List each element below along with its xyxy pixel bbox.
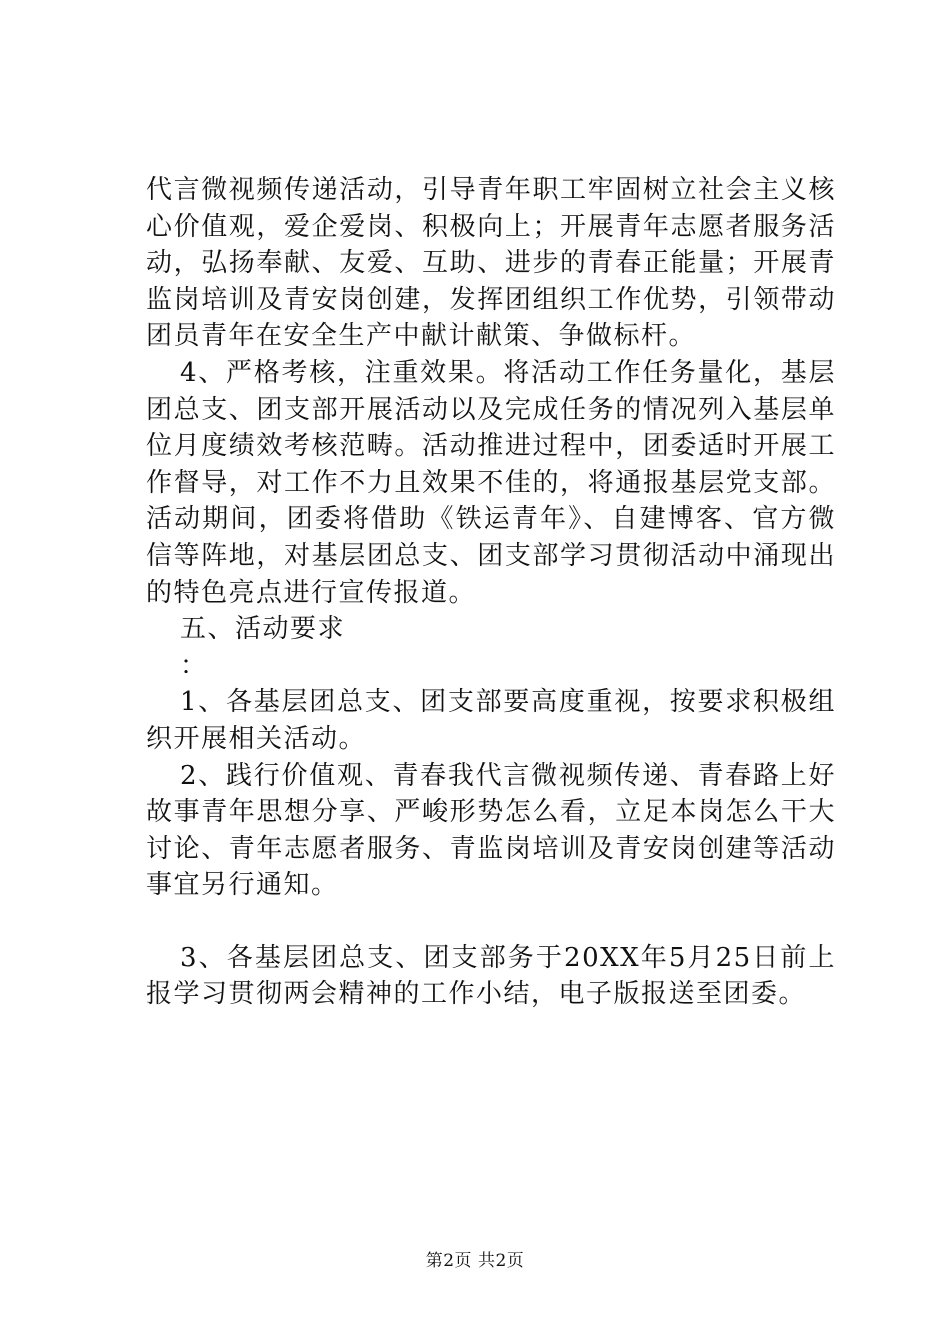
paragraph-requirement-3: 3、各基层团总支、团支部务于20XX年5月25日前上报学习贯彻两会精神的工作小结，电子版报送至团委。	[146, 942, 836, 1010]
paragraph-activity-continuation: 代言微视频传递活动，引导青年职工牢固树立社会主义核心价值观，爱企爱岗、积极向上；开展青年志愿者服务活动，弘扬奉献、友爱、互助、进步的青春正能量；开展青监岗培训及青安岗创建，发挥团组织工作优势，引领带动团员青年在安全生产中献计献策、争做标杆。	[146, 175, 836, 352]
document-body	[146, 172, 836, 1013]
section-heading-activity-requirements: 五、活动要求	[180, 614, 346, 645]
heading-colon: ：	[180, 650, 208, 681]
page-number-footer: 第2页 共2页	[425, 1251, 525, 1271]
paragraph-requirement-1: 1、各基层团总支、团支部要高度重视，按要求积极组织开展相关活动。	[146, 687, 836, 754]
paragraph-requirement-2: 2、践行价值观、青春我代言微视频传递、青春路上好故事青年思想分享、严峻形势怎么看，立足本岗怎么干大讨论、青年志愿者服务、青监岗培训及青安岗创建等活动事宜另行通知。	[146, 760, 836, 901]
paragraph-item-4-assessment: 4、严格考核，注重效果。将活动工作任务量化，基层团总支、团支部开展活动以及完成任务的情况列入基层单位月度绩效考核范畴。活动推进过程中，团委适时开展工作督导，对工作不力且效果不佳的，将通报基层党支部。活动期间，团委将借助《铁运青年》、自建博客、官方微信等阵地，对基层团总支、团支部学习贯彻活动中涌现出的特色亮点进行宣传报道。	[146, 357, 836, 608]
